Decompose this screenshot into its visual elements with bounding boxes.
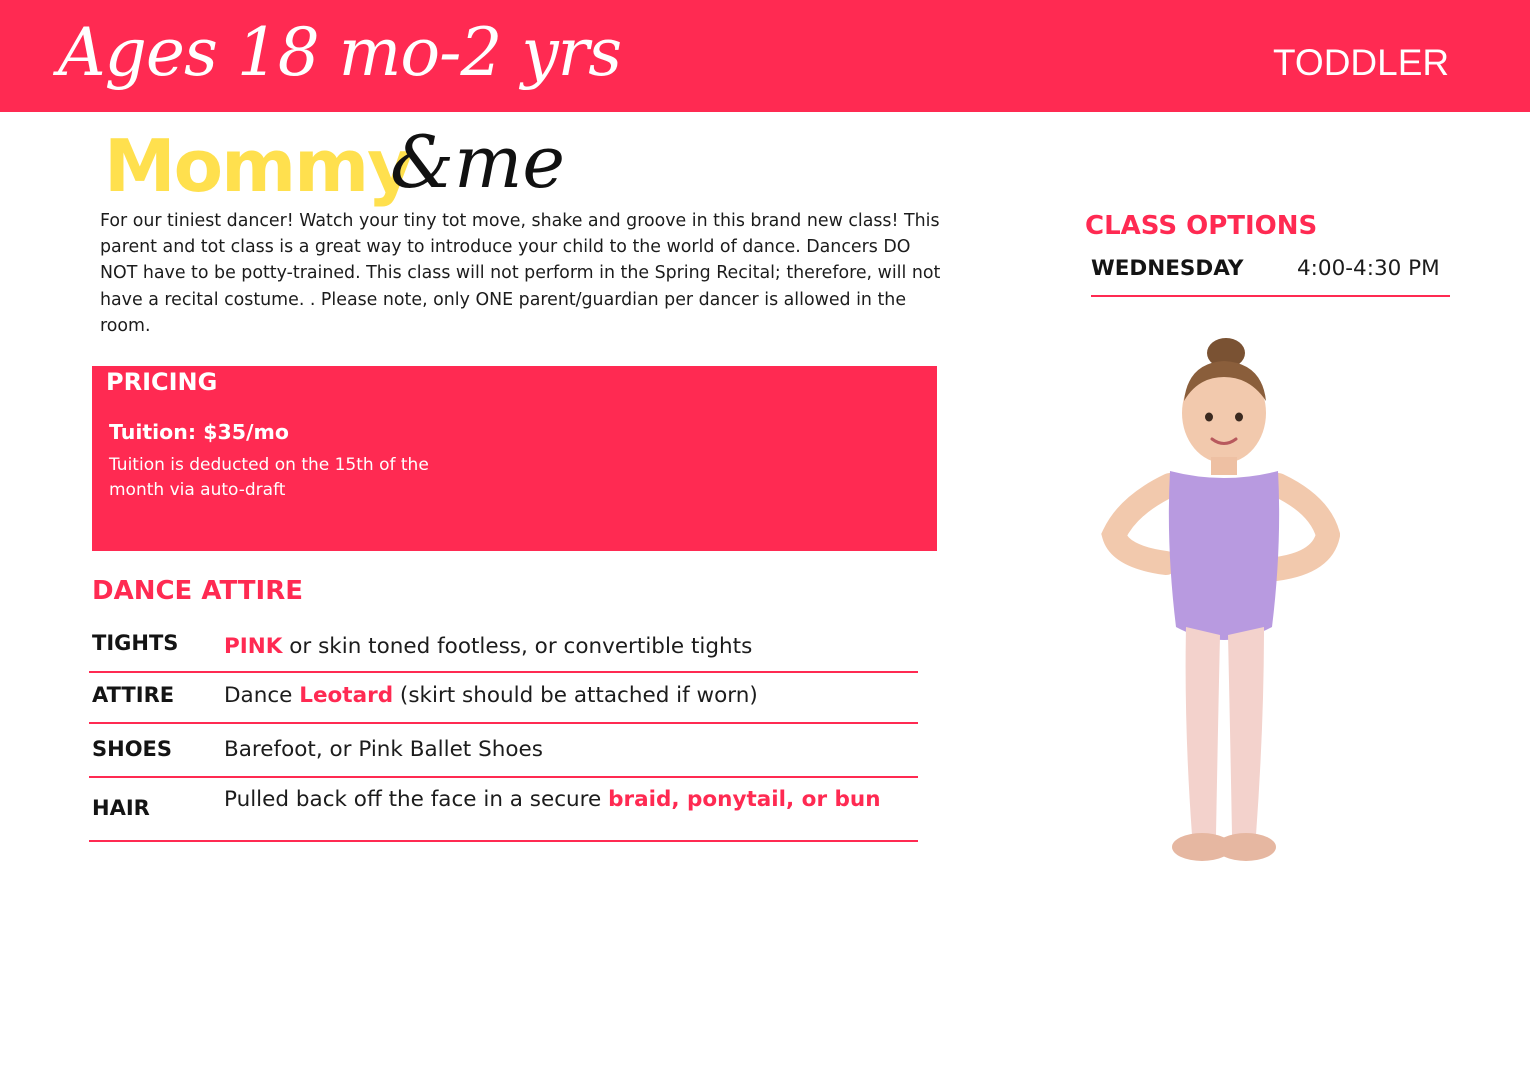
class-option-time: 4:00-4:30 PM xyxy=(1297,256,1440,281)
attire-row-shoes xyxy=(89,724,918,778)
attire-detail-hair-before: Pulled back off the face in a secure xyxy=(224,787,609,812)
level-label: TODDLER xyxy=(1273,42,1450,83)
attire-highlight-leotard: Leotard xyxy=(299,683,394,708)
attire-row-tights xyxy=(89,620,918,673)
age-range: Ages 18 mo-2 yrs xyxy=(58,14,622,91)
toddler-dancer-photo xyxy=(1100,335,1340,870)
attire-text-hair xyxy=(224,787,881,812)
attire-detail-tights: or skin toned footless, or convertible tights xyxy=(282,634,753,659)
attire-text-attire xyxy=(224,683,758,708)
class-title-mommy: Mommy xyxy=(104,124,413,208)
header-band xyxy=(0,0,1530,112)
class-option-day: WEDNESDAY xyxy=(1091,256,1244,281)
class-options-divider xyxy=(1091,295,1450,297)
pricing-box xyxy=(92,366,937,551)
dance-attire-title: DANCE ATTIRE xyxy=(92,576,303,606)
attire-row-attire xyxy=(89,673,918,724)
attire-highlight-pink: PINK xyxy=(224,634,283,659)
attire-label-hair: HAIR xyxy=(92,796,150,820)
class-options-title: CLASS OPTIONS xyxy=(1085,211,1318,241)
class-description: For our tiniest dancer! Watch your tiny tot move, shake and groove in this brand new class! This parent and tot class is a great way to introduce your child to the world of dance. Dancers DO NOT have to be potty-trained. This class will not perform in the Spring Recital; therefore, will not have a recital costume. . Please note, only ONE parent/guardian per dancer is allowed in the room. xyxy=(100,211,941,336)
attire-label-attire: ATTIRE xyxy=(92,683,175,707)
pricing-title: PRICING xyxy=(106,368,218,396)
attire-text-tights xyxy=(224,634,752,659)
attire-highlight-hairstyles: braid, ponytail, or bun xyxy=(608,787,881,812)
attire-row-hair xyxy=(89,778,918,842)
attire-label-tights: TIGHTS xyxy=(92,631,179,655)
tuition-note: Tuition is deducted on the 15th of the month via auto-draft xyxy=(109,455,429,500)
class-title-and-me: &me xyxy=(390,120,565,204)
tuition-price: Tuition: $35/mo xyxy=(109,420,289,444)
attire-detail-attire-after: (skirt should be attached if worn) xyxy=(393,683,758,708)
attire-text-shoes: Barefoot, or Pink Ballet Shoes xyxy=(224,737,543,762)
attire-detail-attire-before: Dance xyxy=(224,683,300,708)
class-title xyxy=(104,118,584,214)
attire-label-shoes: SHOES xyxy=(92,737,173,761)
